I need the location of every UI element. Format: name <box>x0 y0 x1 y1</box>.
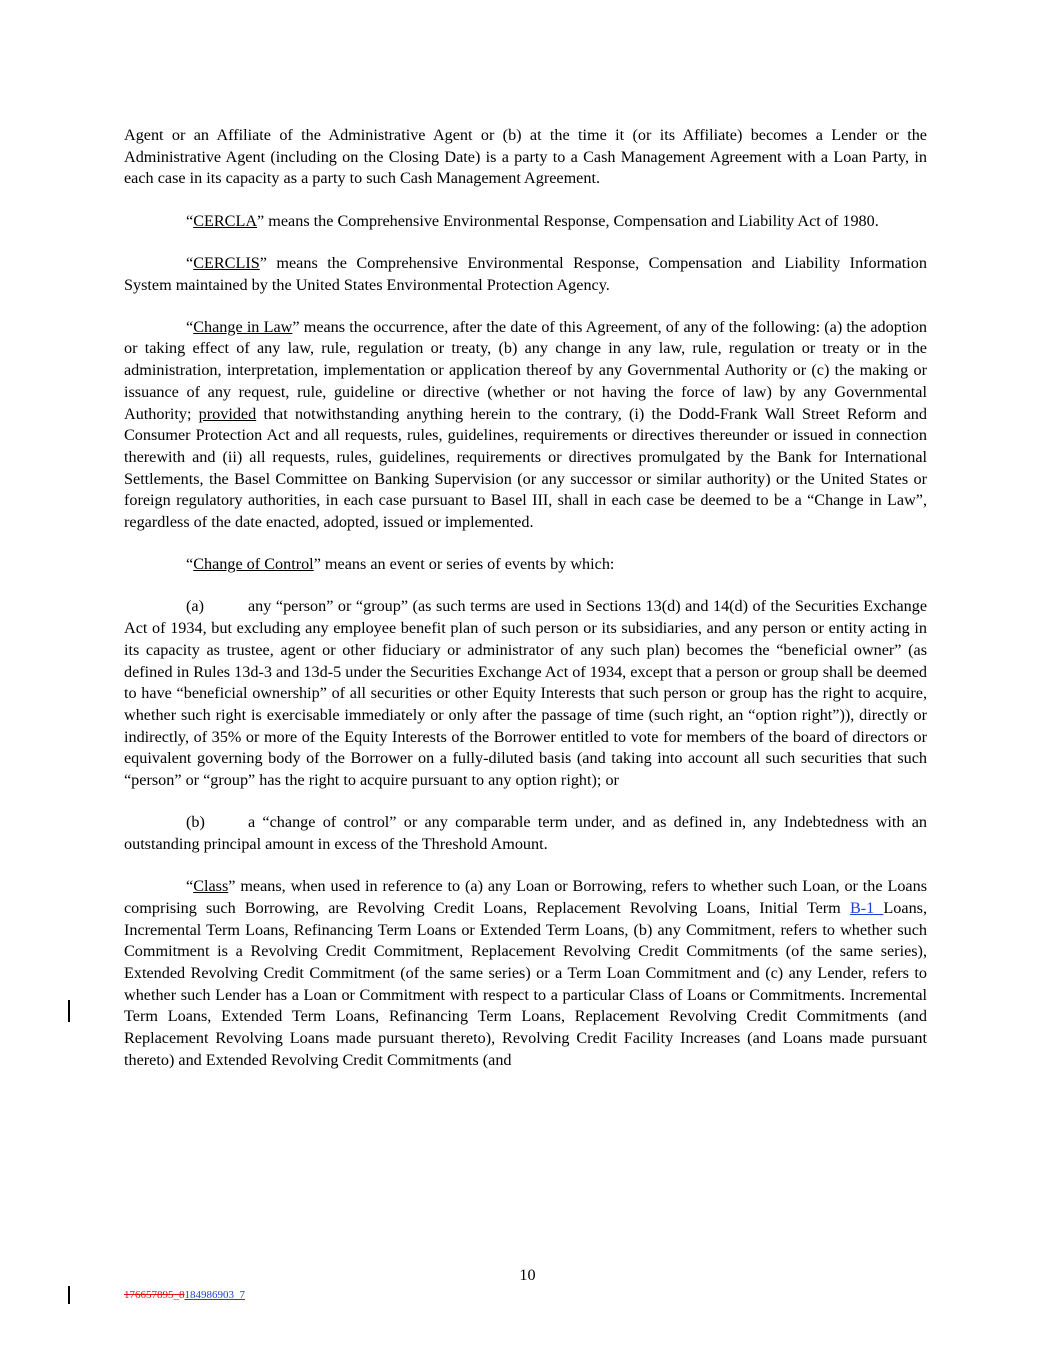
definition-text: ” means the occurrence, after the date of this Agreement, of any of the following: (a) the adoption or taking effect of any law, rule, regulation or treaty, (b) any change in any law, rule, regulation or treaty or in the administration, interpretation, implementation or application thereof by any Governmental Authority or (c) the making or issuance of any request, rule, guideline or directive (whether or not having the force of law) by any Governmental Authority; <box>124 317 928 423</box>
clause-b <box>124 812 927 855</box>
defined-term-change-of-control: Change of Control <box>193 555 314 574</box>
definition-cercla <box>124 211 927 233</box>
quote-open: “ <box>186 211 194 230</box>
defined-term-cerclis: CERCLIS <box>193 253 260 272</box>
definition-text: ” means the Comprehensive Environmental Response, Compensation and Liability Act of 1980. <box>257 211 879 230</box>
clause-text-b: a “change of control” or any comparable term under, and as defined in, any Indebtedness with an outstanding principal amount in excess of the Threshold Amount. <box>124 813 927 853</box>
paragraph-continuation: Agent or an Affiliate of the Administrative Agent or (b) at the time it (or its Affiliate) becomes a Lender or the Administrative Agent (including on the Closing Date) is a party to a Cash Management Agreement with a Loan Party, in each case in its capacity as a party to such Cash Management Agreement. <box>124 126 927 188</box>
defined-term-change-in-law: Change in Law <box>193 317 293 336</box>
page-number: 10 <box>519 1266 536 1284</box>
deleted-doc-id: 176657895_8 <box>124 1289 185 1301</box>
definition-change-of-control <box>124 554 927 576</box>
document-body <box>124 125 927 1092</box>
quote-open: “ <box>186 253 194 272</box>
document-id <box>124 1288 245 1302</box>
clause-a <box>124 596 927 791</box>
inserted-doc-id: 184986903_7 <box>184 1289 245 1301</box>
change-bar <box>68 1000 70 1022</box>
definition-class <box>124 876 927 1071</box>
definition-text-continued: that notwithstanding anything herein to the contrary, (i) the Dodd-Frank Wall Street Reform and Consumer Protection Act and all requests, rules, guidelines, requirements or directives thereunder or issued in connection therewith and (ii) all requests, rules, guidelines, requirements or directives promulgated by the Bank for International Settlements, the Basel Committee on Banking Supervision (or any successor or similar authority) or the United States or foreign regulatory authorities, in each case pursuant to Basel III, shall in each case be deemed to be a “Change in Law”, regardless of the date enacted, adopted, issued or implemented. <box>124 404 927 532</box>
definition-text: ” means the Comprehensive Environmental Response, Compensation and Liability Information System maintained by the United States Environmental Protection Agency. <box>124 253 927 294</box>
definition-cerclis <box>124 253 927 296</box>
definition-text: ” means an event or series of events by which: <box>313 555 615 574</box>
clause-label-a: (a) <box>186 597 204 616</box>
defined-term-class: Class <box>193 877 229 896</box>
defined-term-cercla: CERCLA <box>193 211 258 230</box>
quote-open: “ <box>186 317 194 336</box>
inserted-text-b1: B-1 <box>849 898 884 917</box>
provided-term: provided <box>198 404 257 423</box>
quote-open: “ <box>186 877 194 896</box>
definition-text-continued: Loans, Incremental Term Loans, Refinancing Term Loans or Extended Term Loans, (b) any Commitment, refers to whether such Commitment is a Revolving Credit Commitment, Replacement Revolving Credit Commitments (of the same series), Extended Revolving Credit Commitment (of the same series) or a Term Loan Commitment and (c) any Lender, refers to whether such Lender has a Loan or Commitment with respect to a particular Class of Loans or Commitments. Incremental Term Loans, Extended Term Loans, Refinancing Term Loans, Replacement Revolving Credit Commitments (and Replacement Revolving Loans made pursuant thereto), Revolving Credit Facility Increases (and Loans made pursuant thereto) and Extended Revolving Credit Commitments (and <box>124 898 928 1069</box>
clause-label-b: (b) <box>186 813 205 832</box>
change-bar-footer <box>68 1286 70 1304</box>
definition-change-in-law <box>124 317 927 534</box>
clause-text-a: any “person” or “group” (as such terms are used in Sections 13(d) and 14(d) of the Securities Exchange Act of 1934, but excluding any employee benefit plan of such person or its subsidiaries, and any person or entity acting in its capacity as trustee, agent or other fiduciary or administrator of any such plan) becomes the “beneficial owner” (as defined in Rules 13d-3 and 13d-5 under the Securities Exchange Act of 1934, except that a person or group shall be deemed to have “beneficial ownership” of all securities or other Equity Interests that such person or group has the right to acquire, whether such right is exercisable immediately or only after the passage of time (such right, an “option right”)), directly or indirectly, of 35% or more of the Equity Interests of the Borrower entitled to vote for members of the board of directors or equivalent governing body of the Borrower on a fully-diluted basis (and taking into account all such securities that such “person” or “group” has the right to acquire pursuant to any option right); or <box>124 597 927 790</box>
quote-open: “ <box>186 555 194 574</box>
definition-text: ” means, when used in reference to (a) any Loan or Borrowing, refers to whether such Loan, or the Loans comprising such Borrowing, are Revolving Credit Loans, Replacement Revolving Loans, Initial Term <box>124 877 927 917</box>
